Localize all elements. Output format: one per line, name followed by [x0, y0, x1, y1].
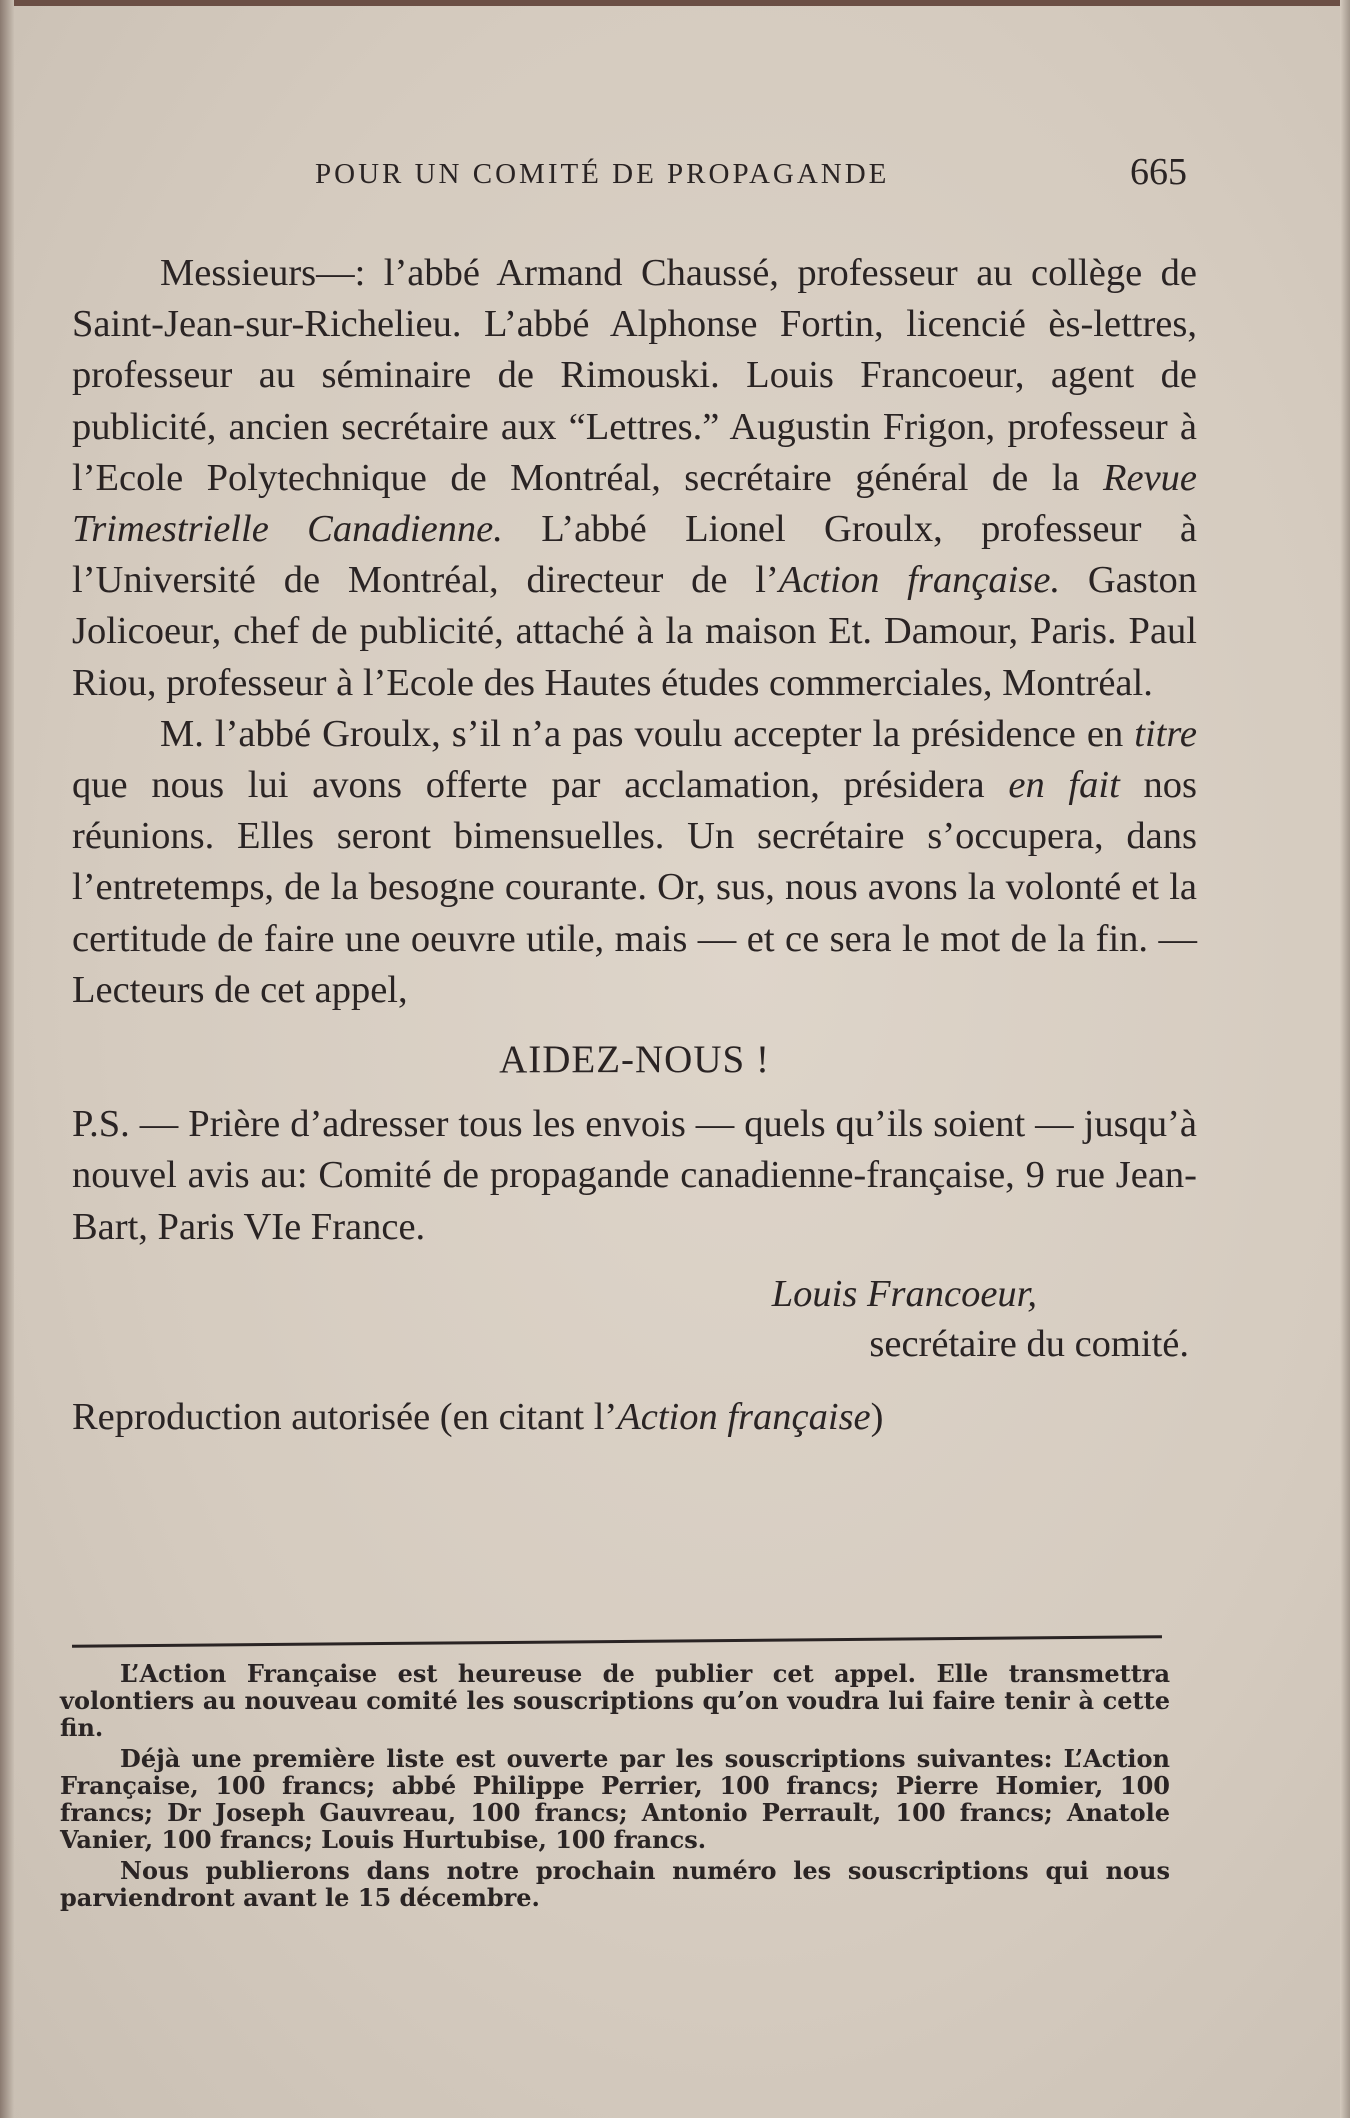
presidency-paragraph	[72, 709, 1197, 1016]
repro-italic: Action française	[617, 1396, 871, 1439]
signature-block	[72, 1269, 1197, 1319]
presidency-text-2: que nous lui avons offerte par acclamation, présidera	[72, 764, 1009, 807]
members-text-1: Messieurs—: l’abbé Armand Chaussé, professeur au collège de Saint-Jean-sur-Richelieu. L’abbé Alphonse Fortin, licencié ès-lettres, professeur au séminaire de Rimouski. Louis Francoeur, agent de publicité, ancien secrétaire aux “Lettres.” Augustin Frigon, professeur à l’Ecole Polytechnique de Montréal, secrétaire général de la	[72, 252, 1197, 499]
footnote-paragraph-3: Nous publierons dans notre prochain numéro les souscriptions qui nous parviendront avant le 15 décembre.	[60, 1856, 1170, 1912]
page-number: 665	[1130, 151, 1187, 193]
presidency-text-1: M. l’abbé Groulx, s’il n’a pas voulu accepter la présidence en	[160, 712, 1135, 755]
main-text	[72, 248, 1197, 1443]
signature-title: secrétaire du comité.	[869, 1322, 1189, 1365]
appeal-heading: AIDEZ-NOUS !	[499, 1038, 770, 1082]
presidency-italic-titre: titre	[1134, 712, 1197, 755]
presidency-text-3: nos réunions. Elles seront bimensuelles. Un secrétaire s’occupera, dans l’entretemps, de la besogne courante. Or, sus, nous avons la volonté et la certitude de faire une oeuvre utile, mais — et ce sera le mot de la fin. — Lecteurs de cet appel,	[72, 764, 1197, 1011]
reproduction-note	[72, 1392, 1197, 1443]
members-italic-action: Action française.	[778, 559, 1061, 602]
members-paragraph	[72, 248, 1197, 709]
repro-text-2: )	[870, 1396, 884, 1439]
repro-text-1: Reproduction autorisée (en citant l’	[72, 1396, 618, 1439]
page-left-edge	[0, 0, 14, 2118]
members-italic-revue: Revue Trimestrielle Canadienne.	[72, 456, 1198, 551]
page-top-band	[0, 0, 1350, 6]
members-text-2: L’abbé Lionel Groulx, professeur à l’Université de Montréal, directeur de l’	[72, 508, 1197, 602]
footnote-paragraph-2: Déjà une première liste est ouverte par les souscriptions suivantes: L’Action Française, 100 francs; abbé Philippe Perrier, 100 francs; Pierre Homier, 100 francs; Dr Joseph Gauvreau, 100 francs; Antonio Perrault, 100 francs; Anatole Vanier, 100 francs; Louis Hurtubise, 100 francs.	[60, 1744, 1170, 1854]
running-head: POUR UN COMITÉ DE PROPAGANDE	[315, 158, 890, 190]
footnote-divider	[72, 1635, 1162, 1648]
members-text-3: Gaston Jolicoeur, chef de publicité, attaché à la maison Et. Damour, Paris. Paul Riou, professeur à l’Ecole des Hautes études commerciales, Montréal.	[72, 559, 1197, 704]
footnote-paragraph-1: L’Action Française est heureuse de publier cet appel. Elle transmettra volontiers au nouveau comité les souscriptions qu’on voudra lui faire tenir à cette fin.	[60, 1659, 1170, 1742]
signature-name: Louis Francoeur,	[771, 1272, 1037, 1315]
page-right-edge	[1340, 0, 1350, 2118]
postscript: P.S. — Prière d’adresser tous les envois — quels qu’ils soient — jusqu’à nouvel avis au: Comité de propagande canadienne-française, 9 rue Jean-Bart, Paris VIe France.	[72, 1103, 1197, 1248]
footnote-block	[60, 1660, 1170, 1915]
presidency-italic-en-fait: en fait	[1008, 764, 1120, 807]
